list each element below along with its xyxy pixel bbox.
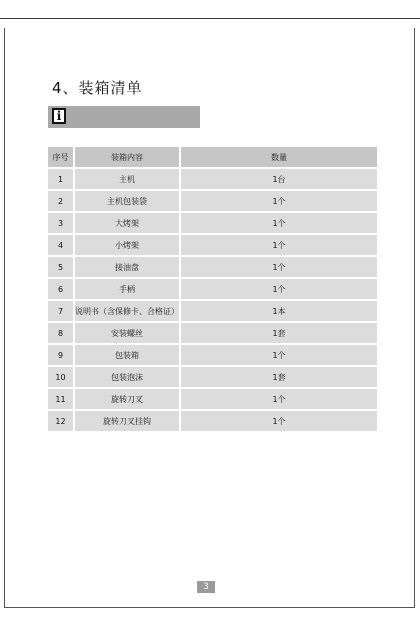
row-item: 说明书（含保修卡、合格证）: [75, 301, 181, 321]
row-qty: 1本: [181, 301, 377, 321]
table-row: [48, 323, 377, 343]
top-rule: [0, 18, 420, 19]
row-qty: 1个: [181, 345, 377, 365]
row-no: 2: [48, 191, 75, 211]
page-number: 3: [197, 581, 215, 593]
table-row: [48, 169, 377, 189]
info-icon: i: [52, 108, 66, 124]
row-qty: 1个: [181, 257, 377, 277]
table-row: [48, 389, 377, 409]
table-row: [48, 411, 377, 431]
row-item: 主机: [75, 169, 181, 189]
row-qty: 1个: [181, 279, 377, 299]
row-no: 5: [48, 257, 75, 277]
row-no: 4: [48, 235, 75, 255]
row-no: 9: [48, 345, 75, 365]
frame-right-border: [414, 28, 415, 608]
row-qty: 1个: [181, 213, 377, 233]
row-qty: 1套: [181, 367, 377, 387]
row-no: 1: [48, 169, 75, 189]
row-item: 手柄: [75, 279, 181, 299]
table-row: [48, 257, 377, 277]
row-qty: 1个: [181, 191, 377, 211]
row-item: 旋转刀叉: [75, 389, 181, 409]
row-item: 旋转刀叉挂钩: [75, 411, 181, 431]
row-qty: 1个: [181, 411, 377, 431]
row-item: 安装螺丝: [75, 323, 181, 343]
packing-list-table: [48, 145, 377, 433]
table-row: [48, 345, 377, 365]
row-item: 主机包装袋: [75, 191, 181, 211]
header-no: 序号: [48, 147, 75, 167]
table-row: [48, 213, 377, 233]
row-no: 10: [48, 367, 75, 387]
row-qty: 1个: [181, 389, 377, 409]
row-item: 接油盘: [75, 257, 181, 277]
row-qty: 1个: [181, 235, 377, 255]
header-qty: 数量: [181, 147, 377, 167]
table-row: [48, 367, 377, 387]
row-no: 3: [48, 213, 75, 233]
header-item: 装箱内容: [75, 147, 181, 167]
frame-bottom-border: [4, 607, 415, 608]
table-row: [48, 301, 377, 321]
table-row: [48, 279, 377, 299]
table-row: [48, 191, 377, 211]
row-no: 6: [48, 279, 75, 299]
table-header-row: [48, 147, 377, 167]
row-item: 小烤架: [75, 235, 181, 255]
row-no: 8: [48, 323, 75, 343]
row-no: 12: [48, 411, 75, 431]
frame-left-border: [4, 28, 5, 608]
section-title: 4、装箱清单: [52, 79, 143, 97]
info-bar: [48, 106, 200, 128]
row-qty: 1台: [181, 169, 377, 189]
row-item: 大烤架: [75, 213, 181, 233]
row-qty: 1套: [181, 323, 377, 343]
row-item: 包装箱: [75, 345, 181, 365]
table-row: [48, 235, 377, 255]
row-no: 11: [48, 389, 75, 409]
row-no: 7: [48, 301, 75, 321]
row-item: 包装泡沫: [75, 367, 181, 387]
